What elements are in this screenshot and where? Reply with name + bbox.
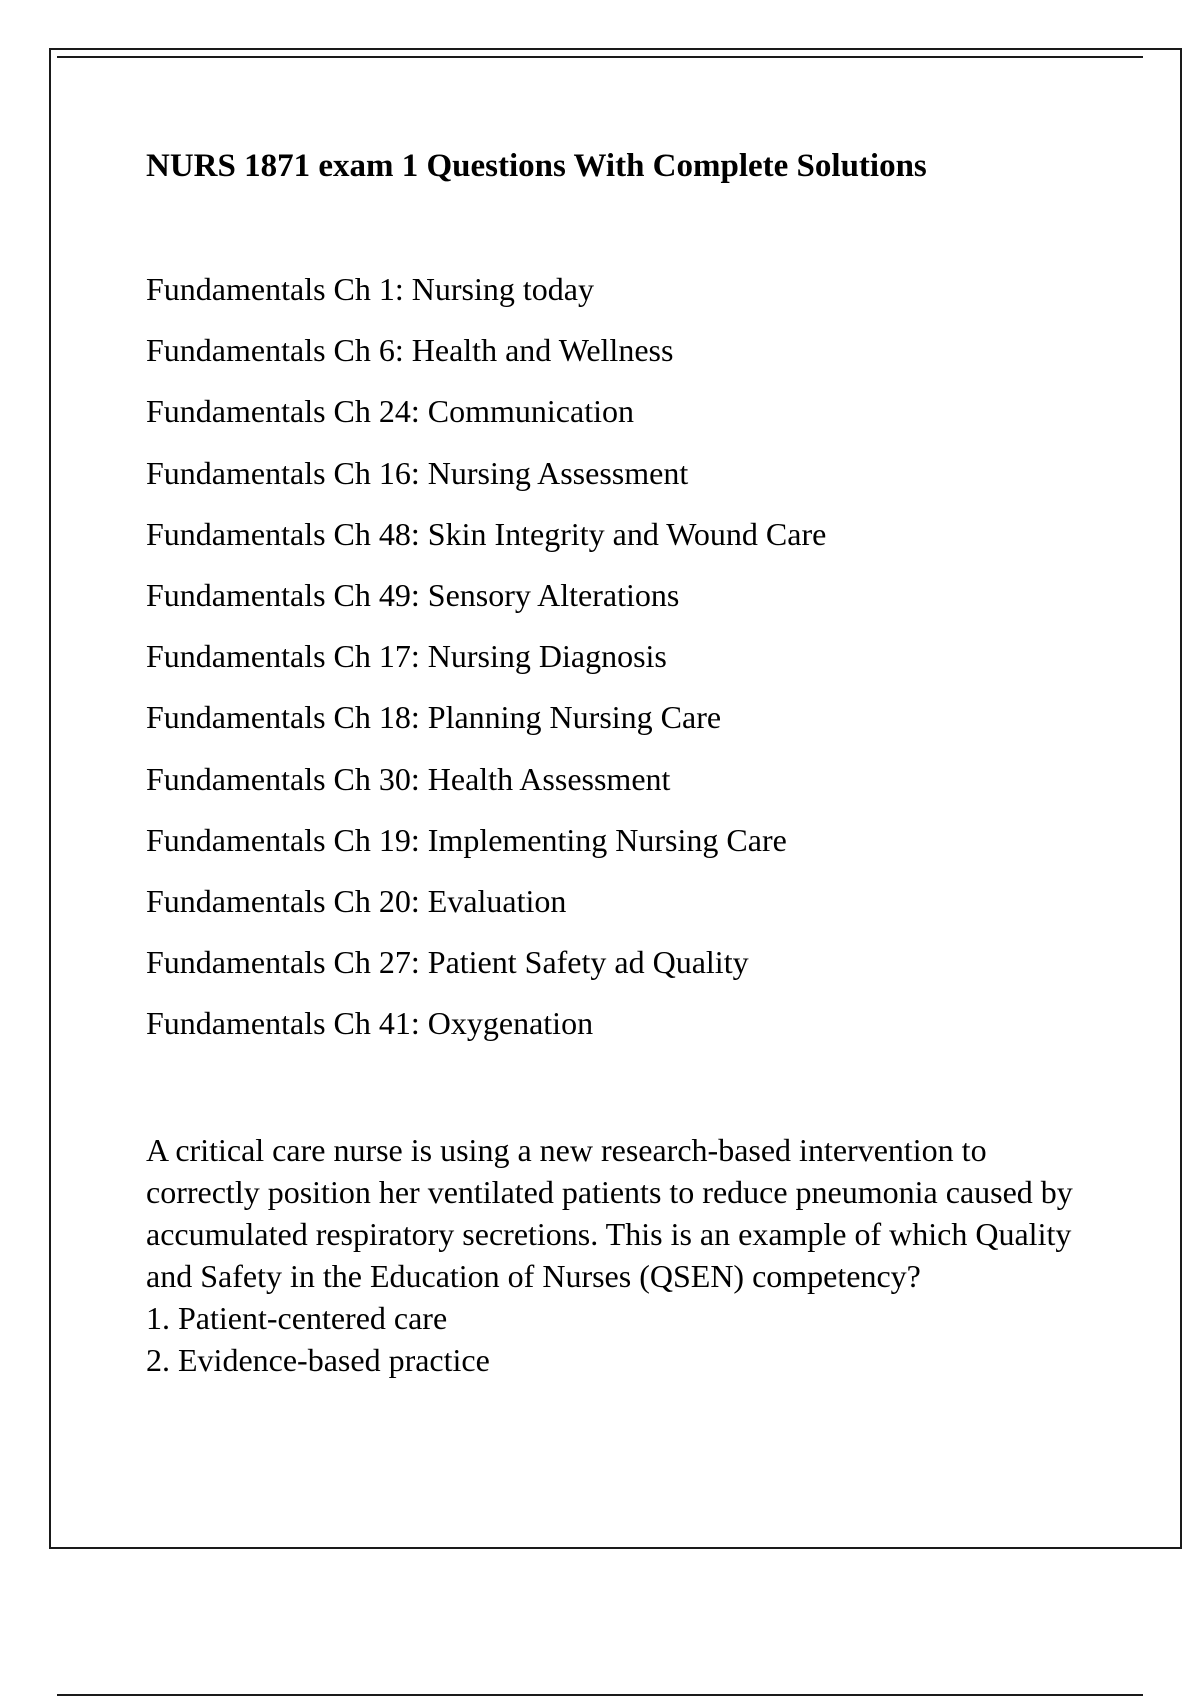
chapter-item: Fundamentals Ch 41: Oxygenation (146, 1005, 594, 1042)
chapter-item: Fundamentals Ch 48: Skin Integrity and Wound Care (146, 515, 827, 552)
bottom-divider (57, 1694, 1143, 1696)
chapter-item: Fundamentals Ch 24: Communication (146, 393, 634, 430)
question-text: A critical care nurse is using a new research-based intervention to correctly position her ventilated patients to reduce pneumonia caused by accumulated respiratory secretions. This is an example of which Quality and Safety in the Education of Nurses (QSEN) competency? (146, 1132, 1073, 1294)
chapter-item: Fundamentals Ch 49: Sensory Alterations (146, 576, 680, 613)
chapter-item: Fundamentals Ch 1: Nursing today (146, 271, 594, 307)
document-title: NURS 1871 exam 1 Questions With Complete Solutions (146, 148, 927, 184)
answer-options (146, 1297, 1106, 1381)
top-divider (57, 56, 1143, 58)
answer-option: 1. Patient-centered care (146, 1300, 448, 1336)
chapter-item: Fundamentals Ch 19: Implementing Nursing Care (146, 821, 787, 858)
chapter-item: Fundamentals Ch 20: Evaluation (146, 882, 567, 919)
chapter-item: Fundamentals Ch 27: Patient Safety ad Quality (146, 944, 749, 981)
chapter-item: Fundamentals Ch 16: Nursing Assessment (146, 454, 689, 491)
chapter-list (146, 268, 826, 1063)
question-block (146, 1129, 1106, 1381)
chapter-item: Fundamentals Ch 30: Health Assessment (146, 760, 671, 797)
chapter-item: Fundamentals Ch 18: Planning Nursing Care (146, 699, 722, 736)
answer-option: 2. Evidence-based practice (146, 1342, 490, 1378)
chapter-item: Fundamentals Ch 6: Health and Wellness (146, 332, 674, 369)
chapter-item: Fundamentals Ch 17: Nursing Diagnosis (146, 638, 667, 675)
